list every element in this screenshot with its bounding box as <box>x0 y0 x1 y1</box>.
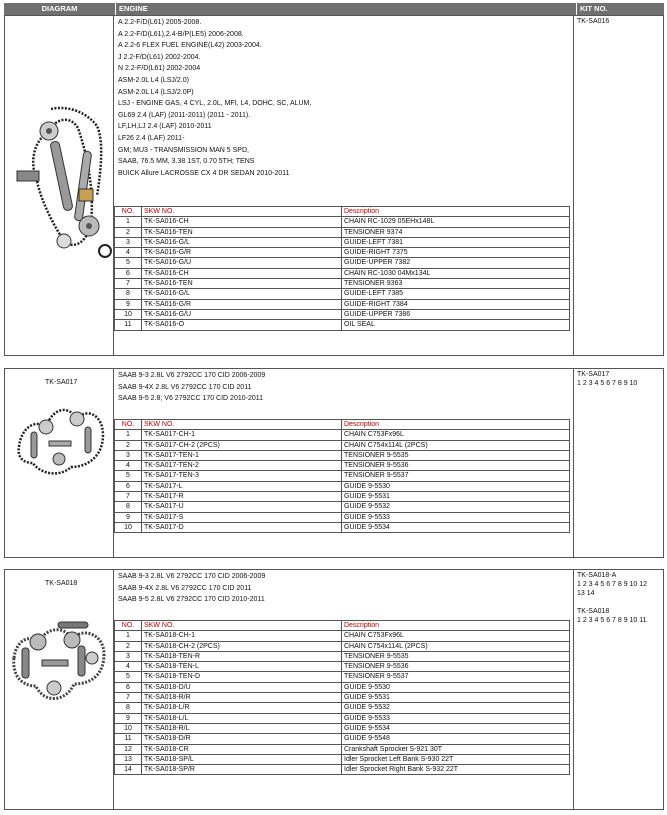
part-description: CHAIN C754x114L (2PCS) <box>342 641 570 651</box>
part-number: 8 <box>115 703 142 713</box>
part-description: GUIDE 9-5531 <box>342 492 570 502</box>
engine-line: GL69 2.4 (LAF) (2011-2011) (2011 - 2011). <box>118 111 251 119</box>
table-row <box>115 440 570 450</box>
sku-code: TK-SA017-L <box>142 481 342 491</box>
part-description: TENSIONER 9-5537 <box>342 471 570 481</box>
part-description: GUIDE 9-5531 <box>342 693 570 703</box>
kit-line: 1 2 3 4 5 6 7 8 9 10 12 <box>577 581 648 588</box>
part-number: 6 <box>115 481 142 491</box>
table-row <box>115 682 570 692</box>
kit-line: 1 2 3 4 5 6 7 8 9 10 11 <box>577 617 647 624</box>
part-description: TENSIONER 9-5536 <box>342 662 570 672</box>
sku-code: TK-SA017-D <box>142 522 342 532</box>
table-row <box>115 672 570 682</box>
part-description: GUIDE 9-5533 <box>342 512 570 522</box>
sku-code: TK-SA016-G/R <box>142 299 342 309</box>
part-description: TENSIONER 9-5535 <box>342 651 570 661</box>
table-row <box>115 299 570 309</box>
part-description: CHAIN C754x114L (2PCS) <box>342 440 570 450</box>
table-head-row <box>115 420 570 430</box>
part-number: 3 <box>115 450 142 460</box>
sku-code: TK-SA018-SP/R <box>142 765 342 775</box>
sku-code: TK-SA018-TEN-D <box>142 672 342 682</box>
table-row <box>115 765 570 775</box>
engine-list <box>118 370 573 405</box>
sku-code: TK-SA018-CH-2 (2PCS) <box>142 641 342 651</box>
table-row <box>115 512 570 522</box>
part-description: GUIDE 9-5532 <box>342 703 570 713</box>
table-row <box>115 289 570 299</box>
kit-line: 1 2 3 4 5 6 7 8 9 10 <box>577 380 638 387</box>
part-number: 1 <box>115 217 142 227</box>
engine-list <box>118 17 573 179</box>
sku-code: TK-SA017-R <box>142 492 342 502</box>
table-row <box>115 703 570 713</box>
part-description: GUIDE-RIGHT 7375 <box>342 248 570 258</box>
table-row <box>115 481 570 491</box>
part-number: 11 <box>115 734 142 744</box>
part-description: GUIDE 9-5530 <box>342 682 570 692</box>
sku-code: TK-SA018-CH-1 <box>142 631 342 641</box>
sku-code: TK-SA018-R/L <box>142 723 342 733</box>
kit-number <box>577 370 665 388</box>
table-row <box>115 693 570 703</box>
table-row <box>115 522 570 532</box>
table-row <box>115 227 570 237</box>
sku-code: TK-SA016-CH <box>142 217 342 227</box>
kit-line: 13 14 <box>577 590 595 597</box>
diagram-kit-label: TK-SA018 <box>45 580 78 587</box>
part-description: OIL SEAL <box>342 320 570 330</box>
sku-code: TK-SA017-TEN-3 <box>142 471 342 481</box>
head-description: Description <box>342 621 570 631</box>
sku-code: TK-SA017-CH-1 <box>142 430 342 440</box>
part-description: Idler Sprocket Left Bank S-930 22T <box>342 754 570 764</box>
kit-line: TK-SA018-A <box>577 572 617 579</box>
part-number: 13 <box>115 754 142 764</box>
part-description: TENSIONER 9-5536 <box>342 461 570 471</box>
table-row <box>115 471 570 481</box>
part-description: GUIDE-UPPER 7382 <box>342 258 570 268</box>
timing-chain-diagram-sa018 <box>8 618 112 710</box>
part-description: GUIDE-LEFT 7381 <box>342 237 570 247</box>
sku-code: TK-SA017-CH-2 (2PCS) <box>142 440 342 450</box>
kit-line: TK-SA018 <box>577 608 610 615</box>
part-number: 4 <box>115 662 142 672</box>
sku-code: TK-SA018-TEN-R <box>142 651 342 661</box>
sku-code: TK-SA018-D/U <box>142 682 342 692</box>
table-row <box>115 320 570 330</box>
table-row <box>115 651 570 661</box>
head-no: NO. <box>115 207 142 217</box>
part-number: 8 <box>115 502 142 512</box>
table-row <box>115 713 570 723</box>
head-sku: SKW NO. <box>142 207 342 217</box>
table-row <box>115 754 570 764</box>
table-header <box>4 3 664 15</box>
sku-code: TK-SA018-R/R <box>142 693 342 703</box>
part-number: 1 <box>115 631 142 641</box>
sku-code: TK-SA016-G/L <box>142 289 342 299</box>
part-description: GUIDE-UPPER 7386 <box>342 309 570 319</box>
engine-line: N 2.2-F/D(L61) 2002-2004 <box>118 65 201 73</box>
head-no: NO. <box>115 420 142 430</box>
part-number: 9 <box>115 512 142 522</box>
engine-line: ASM-2.0L L4 (LSJ/2.0) <box>118 76 189 84</box>
parts-table-sa018 <box>114 620 570 775</box>
sku-code: TK-SA016-TEN <box>142 279 342 289</box>
engine-line: SAAB 9-3 2.8L V6 2792CC 170 CID 2006-2009 <box>118 573 266 580</box>
engine-line: SAAB 9-4X 2.8L V6 2792CC 170 CID 2011 <box>118 584 252 592</box>
timing-chain-diagram-sa017 <box>11 397 111 479</box>
engine-line: SAAB 9-3 2.8L V6 2792CC 170 CID 2006-2009 <box>118 372 266 379</box>
part-description: GUIDE 9-5533 <box>342 713 570 723</box>
part-number: 10 <box>115 522 142 532</box>
engine-line: J 2.2-F/D(L61) 2002-2004. <box>118 53 201 61</box>
part-number: 8 <box>115 289 142 299</box>
part-number: 2 <box>115 227 142 237</box>
part-description: CHAIN RC-1030 04Mx134L <box>342 268 570 278</box>
sku-code: TK-SA018-CR <box>142 744 342 754</box>
part-number: 3 <box>115 651 142 661</box>
table-row <box>115 461 570 471</box>
part-number: 4 <box>115 461 142 471</box>
part-number: 6 <box>115 268 142 278</box>
table-row <box>115 237 570 247</box>
sku-code: TK-SA018-TEN-L <box>142 662 342 672</box>
part-number: 7 <box>115 693 142 703</box>
part-number: 6 <box>115 682 142 692</box>
part-number: 9 <box>115 299 142 309</box>
sku-code: TK-SA018-D/R <box>142 734 342 744</box>
table-row <box>115 641 570 651</box>
kit-line <box>577 598 665 607</box>
head-sku: SKW NO. <box>142 621 342 631</box>
part-number: 14 <box>115 765 142 775</box>
engine-line: SAAB, 76.5 MM, 3.38 1ST, 0.70 5TH; TENS <box>118 158 255 166</box>
sku-code: TK-SA017-TEN-2 <box>142 461 342 471</box>
sku-code: TK-SA016-O <box>142 320 342 330</box>
part-number: 7 <box>115 492 142 502</box>
part-description: CHAIN C753Fx96L <box>342 631 570 641</box>
head-description: Description <box>342 420 570 430</box>
engine-line: A 2.2-6 FLEX FUEL ENGINE(L42) 2003-2004. <box>118 42 262 50</box>
table-row <box>115 662 570 672</box>
engine-line: LSJ - ENGINE GAS, 4 CYL, 2.0L, MFI, L4, DOHC, SC, ALUM, <box>118 100 312 108</box>
part-number: 10 <box>115 309 142 319</box>
part-number: 12 <box>115 744 142 754</box>
engine-line: SAAB 9-4X 2.8L V6 2792CC 170 CID 2011 <box>118 383 252 391</box>
table-row <box>115 450 570 460</box>
table-row <box>115 258 570 268</box>
part-description: TENSIONER 9-5537 <box>342 672 570 682</box>
sku-code: TK-SA018-SP/L <box>142 754 342 764</box>
engine-line: BUICK Allure LACROSSE CX 4 DR SEDAN 2010-2011 <box>118 169 290 177</box>
part-description: Crankshaft Sprocket S-921 30T <box>342 744 570 754</box>
engine-list <box>118 571 573 606</box>
engine-line: A 2.2-F/D(L61) 2005-2008. <box>118 19 202 26</box>
head-no: NO. <box>115 621 142 631</box>
part-number: 4 <box>115 248 142 258</box>
part-description: TENSIONER 9374 <box>342 227 570 237</box>
part-number: 3 <box>115 237 142 247</box>
table-row <box>115 734 570 744</box>
part-description: Idler Sprocket Right Bank S-932 22T <box>342 765 570 775</box>
part-number: 10 <box>115 723 142 733</box>
engine-line: SAAB 9-5 2.8L V6 2792CC 170 CID 2010-2011 <box>118 596 265 604</box>
table-row <box>115 309 570 319</box>
engine-line: A 2.2-F/D(L61),2.4-B/P(LE5) 2006-2008. <box>118 30 244 38</box>
table-row <box>115 279 570 289</box>
part-number: 5 <box>115 672 142 682</box>
part-number: 7 <box>115 279 142 289</box>
table-head-row <box>115 207 570 217</box>
part-description: GUIDE-LEFT 7385 <box>342 289 570 299</box>
engine-line: GM; MU3 - TRANSMISSION MAN 5 SPD, <box>118 146 249 154</box>
part-description: TENSIONER 9-5535 <box>342 450 570 460</box>
table-row <box>115 744 570 754</box>
part-number: 5 <box>115 471 142 481</box>
part-description: CHAIN C753Fx96L <box>342 430 570 440</box>
sku-code: TK-SA018-L/R <box>142 703 342 713</box>
part-description: GUIDE 9-5534 <box>342 522 570 532</box>
sku-code: TK-SA017-S <box>142 512 342 522</box>
table-row <box>115 268 570 278</box>
timing-chain-diagram-sa016 <box>9 101 113 261</box>
table-row <box>115 502 570 512</box>
head-description: Description <box>342 207 570 217</box>
header-kit-no: KIT NO. <box>580 4 608 13</box>
sku-code: TK-SA016-G/R <box>142 248 342 258</box>
sku-code: TK-SA016-G/U <box>142 258 342 268</box>
engine-line: LF,LH,LJ 2.4 (LAF) 2010-2011 <box>118 123 212 131</box>
part-number: 5 <box>115 258 142 268</box>
parts-table-sa016 <box>114 206 570 331</box>
header-engine: ENGINE <box>116 3 577 15</box>
table-row <box>115 248 570 258</box>
kit-number: TK-SA016 <box>577 18 610 25</box>
part-number: 9 <box>115 713 142 723</box>
part-description: GUIDE 9-5548 <box>342 734 570 744</box>
sku-code: TK-SA017-U <box>142 502 342 512</box>
sku-code: TK-SA018-L/L <box>142 713 342 723</box>
sku-code: TK-SA016-G/L <box>142 237 342 247</box>
table-row <box>115 723 570 733</box>
part-description: GUIDE 9-5534 <box>342 723 570 733</box>
kit-number <box>577 571 665 625</box>
sku-code: TK-SA016-G/U <box>142 309 342 319</box>
head-sku: SKW NO. <box>142 420 342 430</box>
table-head-row <box>115 621 570 631</box>
part-description: TENSIONER 9363 <box>342 279 570 289</box>
sku-code: TK-SA017-TEN-1 <box>142 450 342 460</box>
kit-line: TK-SA017 <box>577 371 610 378</box>
engine-line: SAAB 9-5 2.8; V6 2792CC 170 CID 2010-2011 <box>118 395 264 403</box>
table-row <box>115 430 570 440</box>
table-row <box>115 492 570 502</box>
engine-line: LF26 2.4 (LAF) 2011- <box>118 134 185 142</box>
diagram-kit-label: TK-SA017 <box>45 379 78 386</box>
sku-code: TK-SA016-CH <box>142 268 342 278</box>
part-number: 1 <box>115 430 142 440</box>
header-diagram: DIAGRAM <box>4 3 116 15</box>
table-row <box>115 217 570 227</box>
engine-line: ASM-2.0L L4 (LSJ/2.0P) <box>118 88 194 96</box>
part-description: GUIDE-RIGHT 7384 <box>342 299 570 309</box>
part-number: 2 <box>115 440 142 450</box>
part-number: 2 <box>115 641 142 651</box>
sku-code: TK-SA016-TEN <box>142 227 342 237</box>
part-description: GUIDE 9-5530 <box>342 481 570 491</box>
table-row <box>115 631 570 641</box>
part-description: GUIDE 9-5532 <box>342 502 570 512</box>
parts-table-sa017 <box>114 419 570 533</box>
part-number: 11 <box>115 320 142 330</box>
part-description: CHAIN RC-1029 05EHx148L <box>342 217 570 227</box>
